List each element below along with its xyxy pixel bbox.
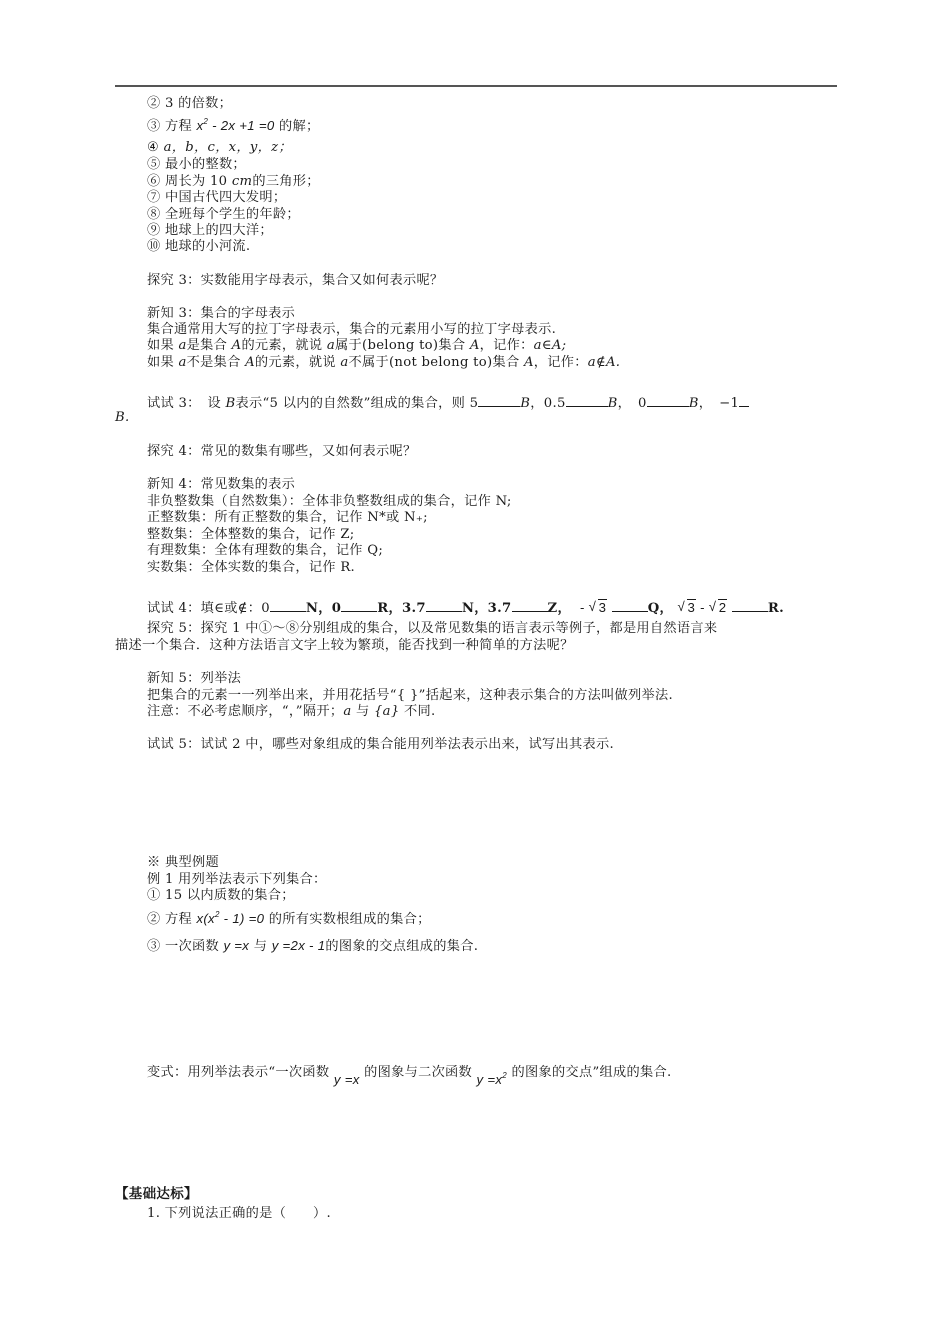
blank-2[interactable] bbox=[566, 394, 608, 407]
list-item-7: ⑦ 中国古代四大发明； bbox=[147, 190, 287, 205]
explore-3: 探究 3：实数能用字母表示，集合又如何表示呢？ bbox=[147, 273, 444, 288]
blank-1[interactable] bbox=[478, 394, 520, 407]
list-item-9: ⑨ 地球上的四大洋； bbox=[147, 223, 273, 238]
new-knowledge-5-note: 注意：不必考虑顺序，“，”隔开；a 与 {a} 不同. bbox=[147, 704, 436, 719]
new-knowledge-4-title: 新知 4：常见数集的表示 bbox=[147, 477, 296, 492]
new-knowledge-3-line3: 如果 a不是集合 A的元素，就说 a不属于(not belong to)集合 A，记作：a∉A. bbox=[147, 355, 621, 370]
sqrt-3: √ 3 bbox=[589, 600, 608, 616]
blank-3[interactable] bbox=[647, 394, 689, 407]
list-item-3: ③ 方程 $x^2 - 2x +1 =0$ 的解； bbox=[147, 117, 320, 134]
sqrt-3: √ 3 bbox=[678, 600, 697, 616]
example-1-item-3: ③ 一次函数 y =x 与 y =2x - 1的图象的交点组成的集合. bbox=[147, 938, 479, 954]
example-1: 例 1 用列举法表示下列集合： bbox=[147, 872, 327, 887]
explore-5-line1: 探究 5：探究 1 中①～⑧分别组成的集合，以及常见数集的语言表示等例子，都是用自然语言来 bbox=[147, 621, 718, 636]
list-item-2: ② 3 的倍数； bbox=[147, 96, 233, 111]
blank-4[interactable] bbox=[512, 599, 548, 612]
blank-1[interactable] bbox=[270, 599, 306, 612]
new-knowledge-5-title: 新知 5：列举法 bbox=[147, 671, 242, 686]
blank-3[interactable] bbox=[426, 599, 462, 612]
basics-heading: 【基础达标】 bbox=[115, 1186, 198, 1202]
new-knowledge-5-line1: 把集合的元素一一列举出来，并用花括号“{ }”括起来，这种表示集合的方法叫做列举法. bbox=[147, 688, 673, 703]
try-3: 试试 3： 设 B表示“5 以内的自然数”组成的集合，则 5 B，0.5 B， 0 B， −1 bbox=[147, 394, 749, 412]
natural-numbers-line: 非负整数集（自然数集）：全体非负整数组成的集合，记作 N; bbox=[147, 494, 512, 509]
example-1-item-1: ① 15 以内质数的集合； bbox=[147, 888, 295, 903]
basics-question-1: 1. 下列说法正确的是（ ）. bbox=[147, 1206, 332, 1221]
rationals-line: 有理数集：全体有理数的集合，记作 Q; bbox=[147, 543, 384, 558]
try-3-continued: B. bbox=[115, 410, 130, 425]
header-rule bbox=[115, 85, 837, 87]
sqrt-2: √ 2 bbox=[709, 600, 728, 616]
list-item-6: ⑥ 周长为 10 cm的三角形； bbox=[147, 174, 320, 189]
new-knowledge-3-title: 新知 3：集合的字母表示 bbox=[147, 306, 296, 321]
blank-5[interactable] bbox=[612, 599, 648, 612]
example-1-item-2: ② 方程 $x(x^2 - 1) =0$ 的所有实数根组成的集合； bbox=[147, 910, 431, 927]
new-knowledge-3-line1: 集合通常用大写的拉丁字母表示，集合的元素用小写的拉丁字母表示. bbox=[147, 322, 557, 337]
positive-integers-line: 正整数集：所有正整数的集合，记作 N*或 N₊; bbox=[147, 510, 428, 525]
examples-heading: ※ 典型例题 bbox=[147, 855, 219, 870]
integers-line: 整数集：全体整数的集合，记作 Z; bbox=[147, 527, 355, 542]
try-4: 试试 4：填∈或∉：0 N，0 R，3.7 N，3.7 Z， - √ 3 Q， √ 3 - √ 2 R. bbox=[147, 599, 784, 617]
reals-line: 实数集：全体实数的集合，记作 R. bbox=[147, 560, 356, 575]
variant-problem: 变式：用列举法表示“一次函数 y =x 的图象与二次函数 $y =x^2$ 的图象的交点”组成的集合. bbox=[147, 1065, 672, 1087]
new-knowledge-3-line2: 如果 a是集合 A的元素，就说 a属于(belong to)集合 A，记作：a∈A; bbox=[147, 338, 567, 353]
blank-2[interactable] bbox=[341, 599, 377, 612]
list-item-8: ⑧ 全班每个学生的年龄； bbox=[147, 207, 300, 222]
try-5: 试试 5：试试 2 中，哪些对象组成的集合能用列举法表示出来，试写出其表示. bbox=[147, 737, 614, 752]
explore-5-line2: 描述一个集合．这种方法语言文字上较为繁琐，能否找到一种简单的方法呢？ bbox=[115, 638, 574, 653]
list-item-10: ⑩ 地球的小河流. bbox=[147, 239, 251, 254]
blank-6[interactable] bbox=[732, 599, 768, 612]
equation: $x^2 - 2x +1 =0$ bbox=[196, 117, 275, 133]
list-item-4: ④ a，b，c，x，y，z； bbox=[147, 140, 292, 155]
blank-4[interactable] bbox=[739, 394, 749, 407]
list-item-5: ⑤ 最小的整数； bbox=[147, 157, 246, 172]
explore-4: 探究 4：常见的数集有哪些，又如何表示呢？ bbox=[147, 444, 417, 459]
